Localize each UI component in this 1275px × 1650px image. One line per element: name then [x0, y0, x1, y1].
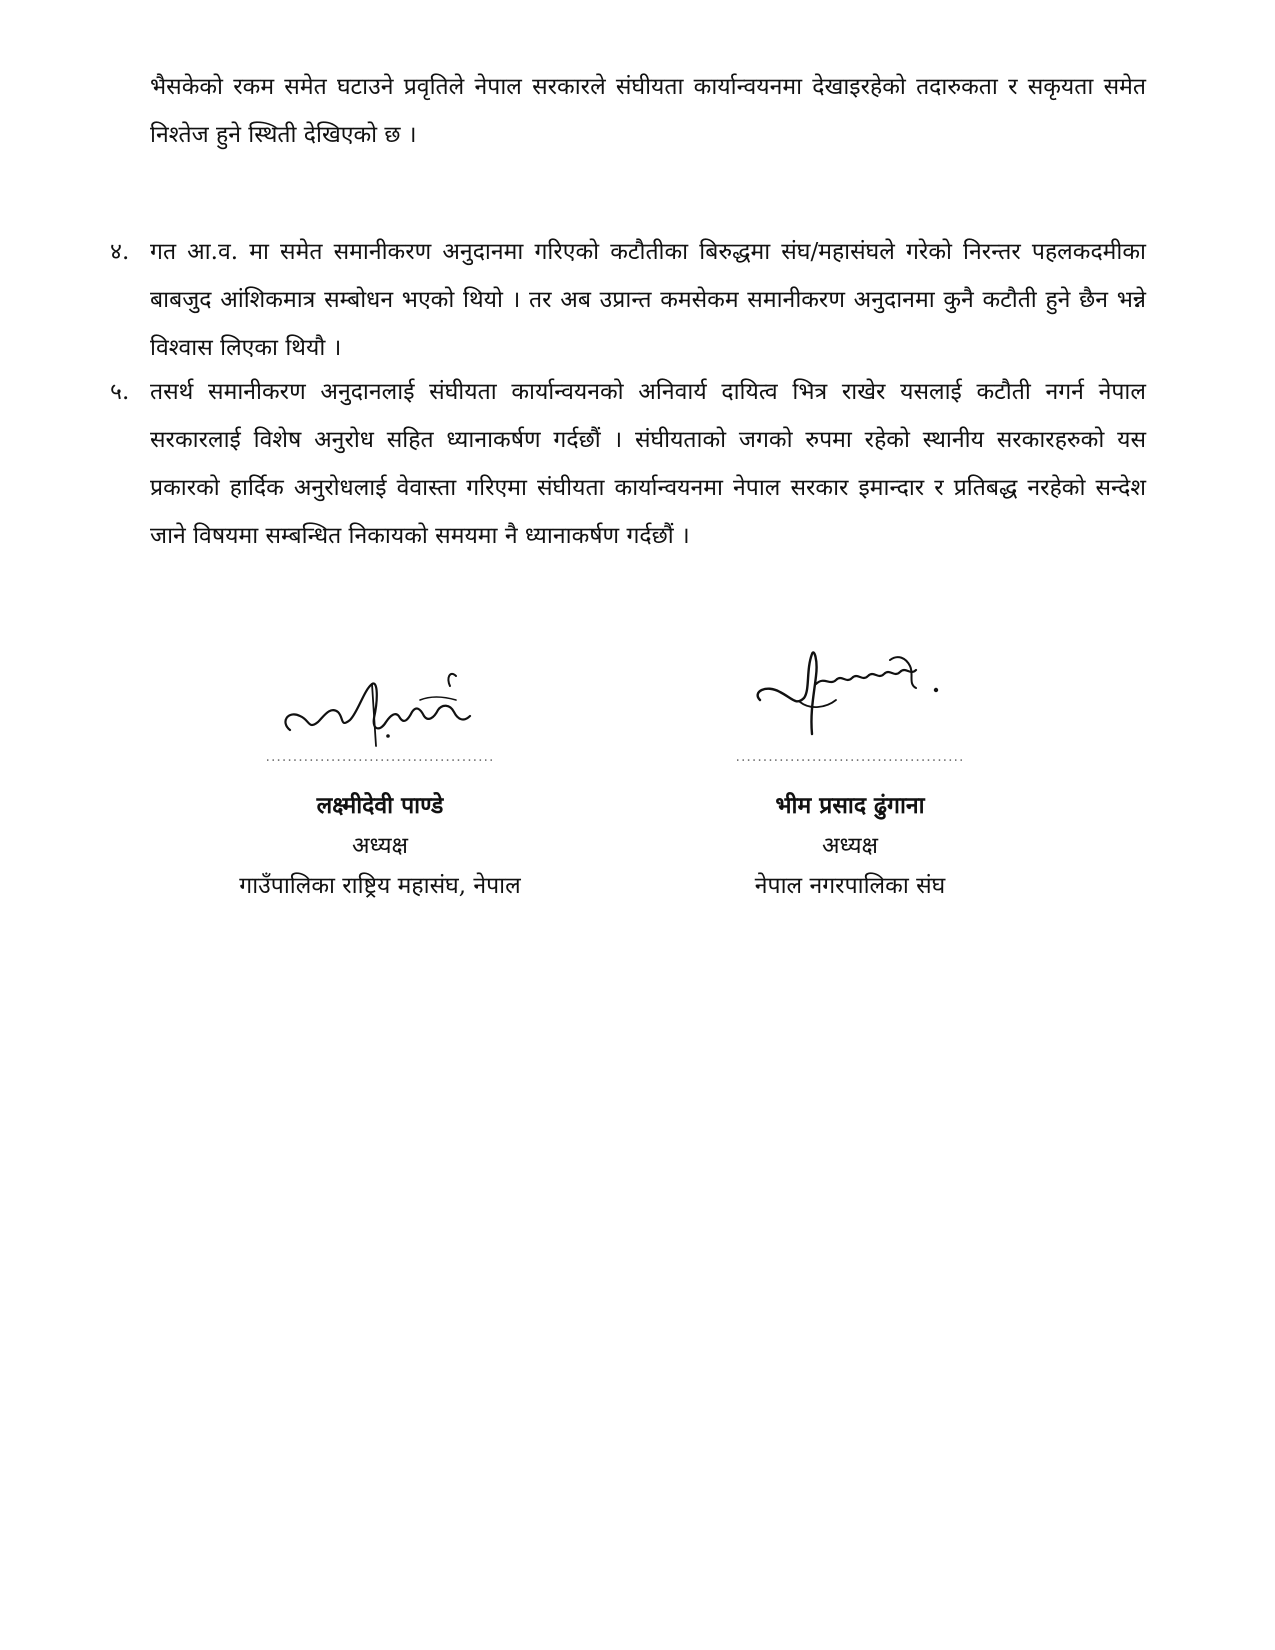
signatory-organization: नेपाल नगरपालिका संघ	[754, 873, 946, 899]
signatory-right	[640, 640, 1060, 906]
signatory-name: भीम प्रसाद ढुंगाना	[775, 792, 925, 819]
signature-right-image	[740, 640, 960, 750]
signatory-organization: गाउँपालिका राष्ट्रिय महासंघ, नेपाल	[239, 873, 521, 899]
signatory-left	[170, 660, 590, 906]
item-text: गत आ.व. मा समेत समानीकरण अनुदानमा गरिएको कटौतीका बिरुद्धमा संघ/महासंघले गरेको निरन्तर पहलकदमीका बाबजुद आंशिकमात्र सम्बोधन भएको थियो । तर अब उप्रान्त कमसेकम समानीकरण अनुदानमा कुनै कटौती हुने छैन भन्ने विश्वास लिएका थियौ ।	[150, 239, 1146, 361]
signature-line: ..........................................	[735, 749, 965, 765]
signatory-title: अध्यक्ष	[821, 833, 879, 859]
signature-line: ..........................................	[265, 749, 495, 765]
signature-left-image	[260, 660, 500, 750]
item-number: ४.	[110, 239, 130, 265]
item-number: ५.	[110, 379, 130, 405]
continuation-paragraph: भैसकेको रकम समेत घटाउने प्रवृतिले नेपाल सरकारले संघीयता कार्यान्वयनमा देखाइरहेको तदारुकता र सकृयता समेत निश्तेज हुने स्थिती देखिएको छ ।	[150, 74, 1146, 148]
signatory-title: अध्यक्ष	[351, 833, 409, 859]
item-text: तसर्थ समानीकरण अनुदानलाई संघीयता कार्यान्वयनको अनिवार्य दायित्व भित्र राखेर यसलाई कटौती नगर्न नेपाल सरकारलाई विशेष अनुरोध सहित ध्यानाकर्षण गर्दछौं । संघीयताको जगको रुपमा रहेको स्थानीय सरकारहरुको यस प्रकारको हार्दिक अनुरोधलाई वेवास्ता गरिएमा संघीयता कार्यान्वयनमा नेपाल सरकार इमान्दार र प्रतिबद्ध नरहेको सन्देश जाने विषयमा सम्बन्धित निकायको समयमा नै ध्यानाकर्षण गर्दछौं ।	[150, 379, 1146, 549]
signatory-name: लक्ष्मीदेवी पाण्डे	[316, 792, 444, 819]
